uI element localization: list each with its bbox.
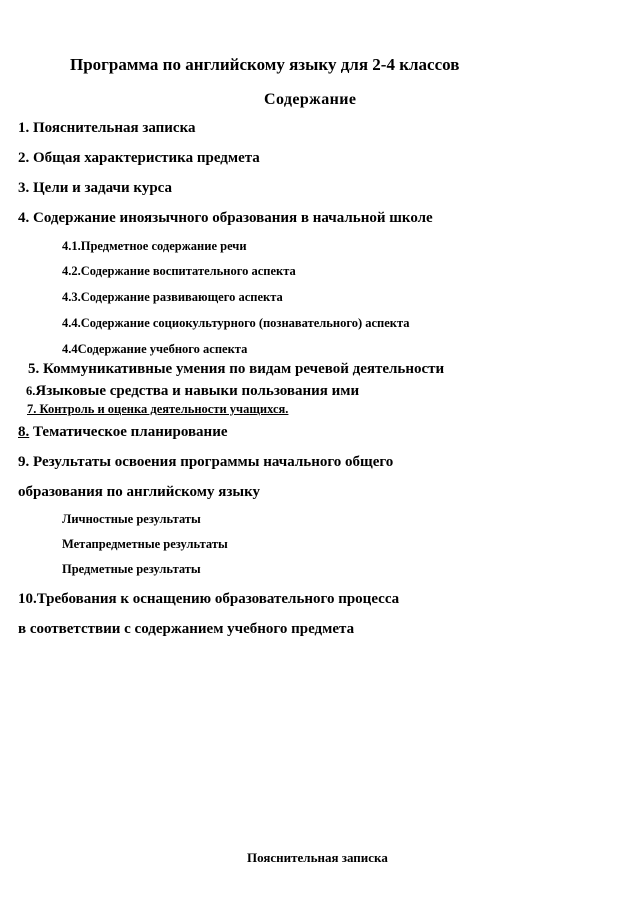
toc-item-5: 5. Коммуникативные умения по видам речевой деятельности — [28, 361, 445, 377]
toc-item-1: 1. Пояснительная записка — [18, 120, 196, 136]
toc-item-6-number: 6. — [26, 384, 36, 398]
toc-item-6-text: Языковые средства и навыки пользования ими — [35, 383, 360, 399]
toc-item-4-3: 4.3.Содержание развивающего аспекта — [62, 290, 283, 304]
section-heading: Пояснительная записка — [247, 850, 388, 865]
toc-item-8-text: Тематическое планирование — [29, 424, 228, 440]
toc-item-8-number: 8. — [18, 424, 30, 440]
document-title: Программа по английскому языку для 2-4 классов — [70, 55, 460, 74]
toc-item-9-subject: Предметные результаты — [62, 562, 201, 576]
toc-item-4-4: 4.4.Содержание социокультурного (познавательного) аспекта — [62, 316, 410, 330]
toc-item-4-5: 4.4Содержание учебного аспекта — [62, 342, 248, 356]
toc-item-4-1: 4.1.Предметное содержание речи — [62, 239, 247, 253]
toc-item-6 — [26, 384, 359, 399]
toc-item-9-line-1: 9. Результаты освоения программы начального общего — [18, 454, 394, 470]
toc-item-3: 3. Цели и задачи курса — [18, 180, 173, 196]
toc-item-2: 2. Общая характеристика предмета — [18, 150, 260, 166]
toc-item-10-line-2: в соответствии с содержанием учебного предмета — [18, 621, 355, 637]
contents-heading: Содержание — [264, 91, 357, 108]
toc-item-9-line-2: образования по английскому языку — [18, 484, 261, 500]
toc-item-8 — [18, 425, 228, 440]
toc-item-7: 7. Контроль и оценка деятельности учащихся. — [27, 402, 289, 416]
toc-item-9-personal: Личностные результаты — [62, 512, 201, 526]
toc-item-9-metasubject: Метапредметные результаты — [62, 537, 228, 551]
toc-item-4: 4. Содержание иноязычного образования в начальной школе — [18, 210, 433, 226]
toc-item-4-2: 4.2.Содержание воспитательного аспекта — [62, 264, 296, 278]
toc-item-10-line-1: 10.Требования к оснащению образовательного процесса — [18, 591, 400, 607]
